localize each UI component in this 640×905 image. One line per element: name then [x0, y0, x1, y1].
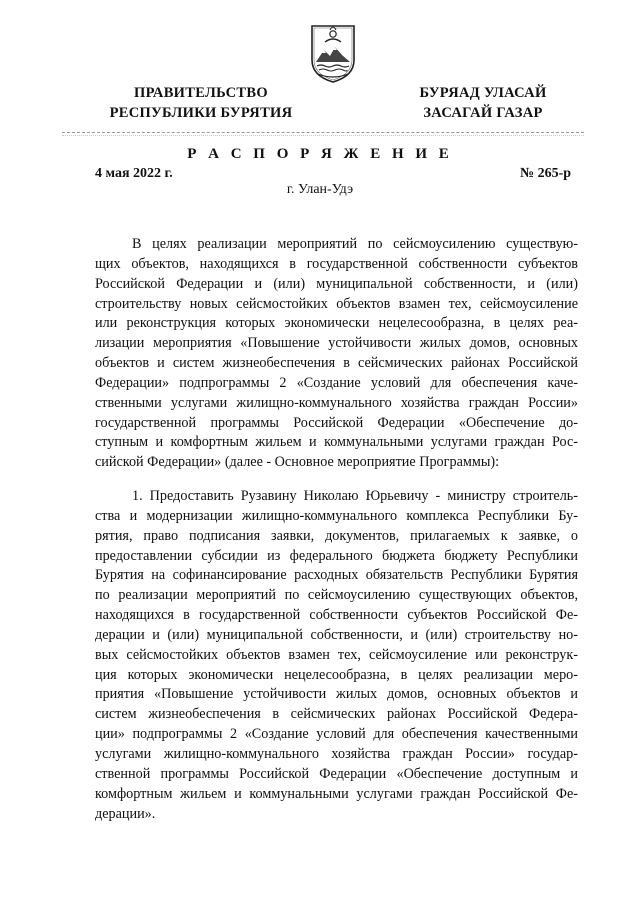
coat-of-arms-icon	[304, 20, 362, 84]
text-line: комфортным жильем и коммунальными услугами граждан Российской Фе-	[95, 785, 578, 802]
text-line: ступным и комфортным жильем и коммунальными услугами граждан Рос-	[95, 434, 578, 451]
text-line: государственной программы Российской Федерации «Обеспечение до-	[95, 414, 578, 431]
text-line: вых сейсмостойких объектов взамен тех, сейсмоусиление или реконструк-	[95, 646, 578, 663]
paragraph-preamble	[95, 235, 578, 473]
text-line: В целях реализации мероприятий по сейсмоусилению существую-	[132, 236, 578, 252]
text-line: ственными услугами жилищно-коммунального хозяйства граждан России»	[95, 394, 578, 411]
header-left-line-2: РЕСПУБЛИКИ БУРЯТИЯ	[109, 105, 293, 121]
document-date: 4 мая 2022 г.	[95, 166, 173, 181]
text-line: систем жизнеобеспечения в сейсмических районах Российской Федера-	[95, 706, 578, 723]
document-type-title: Р А С П О Р Я Ж Е Н И Е	[187, 146, 453, 162]
text-line: сийской Федерации» (далее - Основное мероприятие Программы):	[95, 454, 500, 471]
text-line: услугами жилищно-коммунального хозяйства граждан России» государ-	[95, 745, 578, 762]
text-line: ства и модернизации жилищно-коммунального комплекса Республики Бу-	[95, 507, 578, 524]
text-line: приятия «Повышение устойчивости жилых домов, основных объектов и	[95, 686, 578, 703]
document-city: г. Улан-Удэ	[286, 182, 354, 197]
text-line: предоставлении субсидии из федерального бюджета бюджету Республики	[95, 547, 578, 564]
text-line: строительству новых сейсмостойких объектов взамен тех, сейсмоусиление	[95, 295, 578, 312]
text-line: Федерации» подпрограммы 2 «Создание условий для обеспечения каче-	[95, 374, 578, 391]
text-line: по реализации мероприятий по сейсмоусилению существующих объектов,	[95, 587, 578, 604]
text-line: ции» подпрограммы 2 «Создание условий для обеспечения качественными	[95, 726, 578, 743]
text-line: находящихся в государственной собственности субъектов Российской Фе-	[95, 607, 578, 624]
document-number: № 265-р	[520, 166, 572, 181]
text-line: рятия, право подписания заявки, документов, прилагаемых к заявке, о	[95, 527, 578, 544]
text-line: ция которых экономически нецелесообразна, в целях реализации меро-	[95, 666, 578, 683]
text-line: Российской Федерации и (или) муниципальной собственности, и (или)	[95, 275, 578, 292]
header-divider-secondary	[62, 135, 584, 136]
header-left-line-1: ПРАВИТЕЛЬСТВО	[134, 85, 268, 101]
text-line: дерации и (или) муниципальной собственности, и (или) строительству но-	[95, 626, 578, 643]
header-government-bua	[398, 83, 568, 123]
header-government-ru	[96, 83, 306, 123]
text-line: лизации мероприятия «Повышение устойчивости жилых домов, основных	[95, 335, 578, 352]
text-line: дерации».	[95, 805, 156, 822]
text-line: 1. Предоставить Рузавину Николаю Юрьевичу - министру строитель-	[132, 488, 578, 504]
text-line: Бурятия на софинансирование расходных обязательств Республики Бурятия	[95, 567, 578, 584]
header-right-line-1: БУРЯАД УЛАСАЙ	[419, 85, 547, 101]
text-line: щих объектов, находящихся в государственной собственности субъектов	[95, 255, 578, 272]
header-right-line-2: ЗАСАГАЙ ГАЗАР	[423, 105, 543, 121]
paragraph-item-1	[95, 487, 578, 824]
text-line: ственной программы Российской Федерации «Обеспечение доступным и	[95, 765, 578, 782]
text-line: или реконструкция которых экономически нецелесообразна, в целях реа-	[95, 315, 578, 332]
text-line: объектов и систем жизнеобеспечения в сейсмических районах Российской	[95, 355, 578, 372]
header-divider	[62, 132, 584, 133]
